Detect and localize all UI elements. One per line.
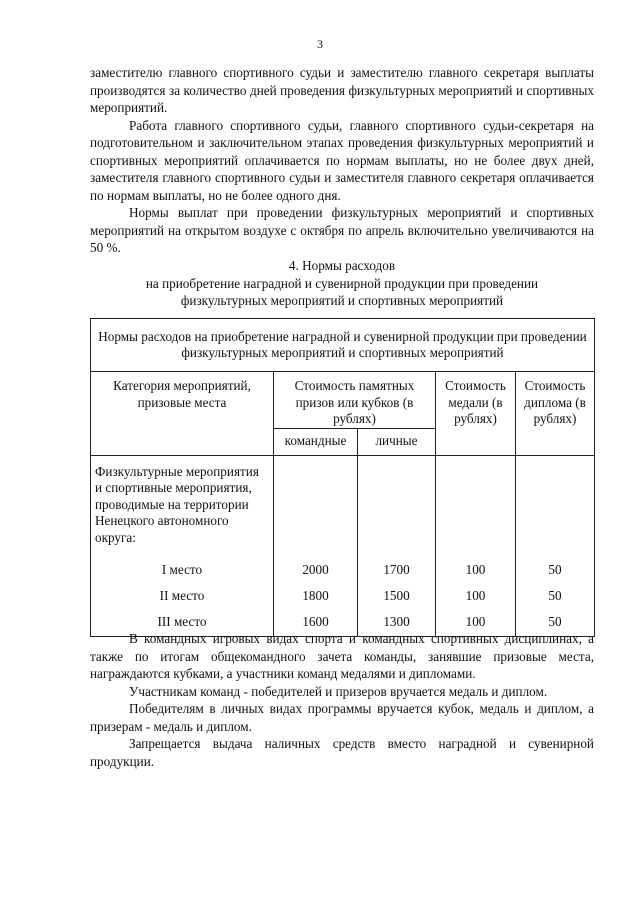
team-value: 1800 [274, 584, 358, 610]
diploma-value: 50 [516, 610, 595, 637]
header-prizes: Стоимость памятных призов или кубков (в рублях) [274, 372, 436, 429]
personal-value: 1300 [358, 610, 436, 637]
diploma-value: 50 [516, 558, 595, 584]
medal-value: 100 [436, 558, 516, 584]
team-value: 1600 [274, 610, 358, 637]
table-row [91, 558, 595, 584]
personal-value: 1700 [358, 558, 436, 584]
norms-table [90, 318, 595, 637]
personal-value: 1500 [358, 584, 436, 610]
table-row [91, 455, 595, 558]
place-label: II место [91, 584, 274, 610]
section-subtitle: на приобретение наградной и сувенирной продукции при проведении [145, 275, 539, 291]
paragraph: Запрещается выдача наличных средств вместо наградной и сувенирной продукции. [90, 736, 594, 769]
table-row [91, 584, 595, 610]
paragraph: Работа главного спортивного судьи, главного спортивного судьи-секретаря на подготовительном и заключительном этапах проведения физкультурных мероприятий и спортивных мероприятий оплачивается по нормам выплаты, но не более двух дней, заместителя главного спортивного судьи и заместителя главного секретаря оплачивается по нормам выплаты, но не более одного дня. [90, 117, 594, 203]
table-caption-row [91, 319, 595, 372]
place-label: III место [91, 610, 274, 637]
medal-value: 100 [436, 584, 516, 610]
section-title: 4. Нормы расходов [288, 258, 396, 273]
paragraph: Нормы выплат при проведении физкультурных мероприятий и спортивных мероприятий на открытом воздухе с октября по апрель включительно увеличиваются на 50 %. [90, 205, 594, 255]
paragraph: Участникам команд - победителей и призеров вручается медаль и диплом. [129, 683, 548, 699]
team-value: 2000 [274, 558, 358, 584]
header-category: Категория мероприятий, призовые места [91, 372, 274, 456]
header-personal: личные [358, 428, 436, 455]
closing-text [90, 630, 594, 770]
table-caption: Нормы расходов на приобретение наградной и сувенирной продукции при проведении физкультурных мероприятий и спортивных мероприятий [91, 319, 595, 372]
header-team: командные [274, 428, 358, 455]
place-label: I место [91, 558, 274, 584]
page-number: 3 [317, 37, 323, 51]
intro-text [90, 64, 594, 257]
paragraph: В командных игровых видах спорта и командных спортивных дисциплинах, а также по итогам общекомандного зачета команды, занявшие призовые места, награждаются кубками, а участники команд медалями и дипломами. [90, 631, 594, 681]
paragraph: заместителю главного спортивного судьи и заместителю главного секретаря выплаты производятся за количество дней проведения физкультурных мероприятий и спортивных мероприятий. [90, 65, 594, 115]
category-label: Физкультурные мероприятия и спортивные мероприятия, проводимые на территории Ненецкого автономного округа: [91, 455, 274, 558]
header-diploma: Стоимость диплома (в рублях) [516, 372, 595, 456]
table-header-row [91, 372, 595, 429]
diploma-value: 50 [516, 584, 595, 610]
section-subtitle: физкультурных мероприятий и спортивных мероприятий [180, 293, 504, 308]
medal-value: 100 [436, 610, 516, 637]
paragraph: Победителям в личных видах программы вручается кубок, медаль и диплом, а призерам - медаль и диплом. [90, 701, 594, 734]
section-heading [90, 257, 594, 310]
header-medal: Стоимость медали (в рублях) [436, 372, 516, 456]
